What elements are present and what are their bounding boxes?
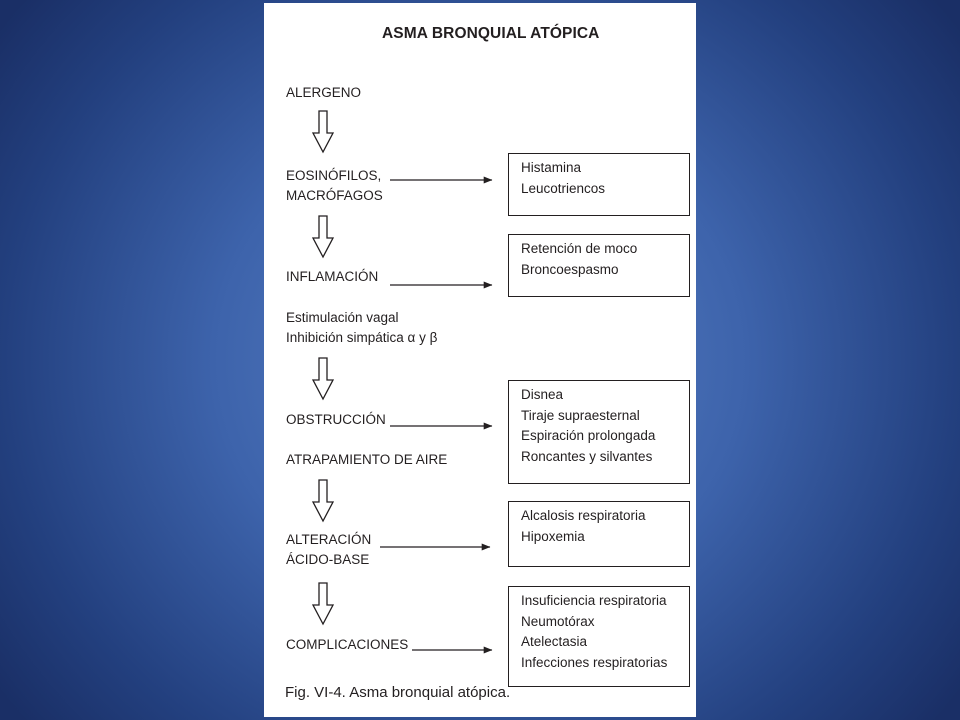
stage-alteracion-line-2: ÁCIDO-BASE <box>286 552 370 567</box>
effect-disnea-line-2: Tiraje supraesternal <box>521 407 640 423</box>
effect-insuficiencia-line-1: Insuficiencia respiratoria <box>521 593 667 608</box>
diagram-connectors <box>264 3 696 717</box>
effect-insuficiencia-line-3: Atelectasia <box>521 634 588 649</box>
down-arrow-icon <box>313 216 333 257</box>
effect-insuficiencia-line-4: Infecciones respiratorias <box>521 654 668 670</box>
effect-disnea-line-4: Roncantes y silvantes <box>521 448 653 464</box>
diagram-title: ASMA BRONQUIAL ATÓPICA <box>382 25 600 42</box>
stage-atrapamiento-label: ATRAPAMIENTO DE AIRE <box>286 452 448 467</box>
effect-disnea-line-3: Espiración prolongada <box>521 428 656 443</box>
stage-complicaciones-label: COMPLICACIONES <box>286 637 409 652</box>
stage-eosinofilos-line-1: EOSINÓFILOS, <box>286 168 382 183</box>
figure-caption: Fig. VI-4. Asma bronquial atópica. <box>285 684 511 701</box>
down-arrow-icon <box>313 480 333 521</box>
down-arrow-icon <box>313 583 333 624</box>
stage-inflamacion-label: INFLAMACIÓN <box>286 269 379 284</box>
stage-estimulacion-line-2: Inhibición simpática α y β <box>286 330 438 345</box>
effect-insuficiencia-line-2: Neumotórax <box>521 613 595 629</box>
effect-alcalosis-line-1: Alcalosis respiratoria <box>521 508 646 523</box>
effect-histamina-line-1: Histamina <box>521 160 582 175</box>
stage-alergeno-label: ALERGENO <box>286 85 362 100</box>
stage-alteracion-line-1: ALTERACIÓN <box>286 532 372 547</box>
effect-retencion-line-1: Retención de moco <box>521 241 638 256</box>
effect-histamina-line-2: Leucotriencos <box>521 180 606 196</box>
effect-retencion-line-2: Broncoespasmo <box>521 261 619 277</box>
stage-estimulacion-line-1: Estimulación vagal <box>286 310 399 325</box>
figure-panel <box>264 3 696 717</box>
stage-obstruccion-label: OBSTRUCCIÓN <box>286 412 386 427</box>
effect-disnea-line-1: Disnea <box>521 387 564 402</box>
down-arrow-icon <box>313 358 333 399</box>
effect-alcalosis-line-2: Hipoxemia <box>521 528 585 544</box>
down-arrow-icon <box>313 111 333 152</box>
stage-eosinofilos-line-2: MACRÓFAGOS <box>286 188 383 203</box>
